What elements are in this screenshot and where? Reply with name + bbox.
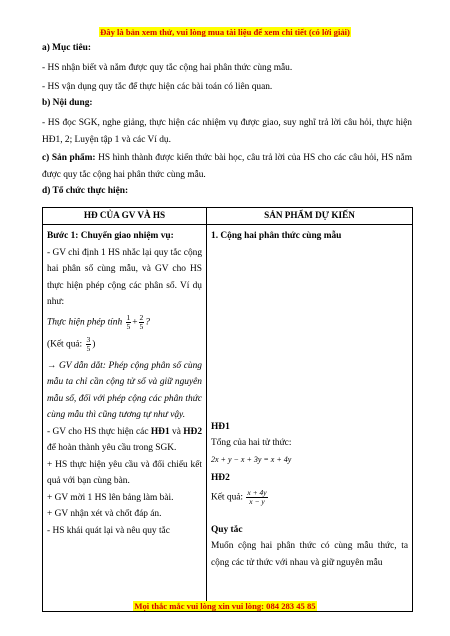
section-a-line-1: - HS nhận biết và nắm được quy tắc cộng hai phân thức cùng mẫu. xyxy=(42,63,293,73)
document-body xyxy=(42,42,412,203)
products-cell xyxy=(207,225,413,612)
student-task-4: - HS khái quát lại và nêu quy tắc xyxy=(47,525,170,536)
example-expression xyxy=(47,314,202,331)
rule-text: Muốn cộng hai phân thức có cùng mẫu thức, ta cộng các tử thức với nhau và giữ nguyên mẫu xyxy=(211,541,408,568)
activity-table xyxy=(42,207,413,612)
result-suffix: ) xyxy=(92,339,96,350)
section-b-text: - HS đọc SGK, nghe giảng, thực hiện các nhiệm vụ được giao, suy nghĩ trả lời câu hỏi, thực hiện HĐ1, 2; Luyện tập 1 và các Ví dụ. xyxy=(42,118,412,145)
fraction-2-numerator: 2 xyxy=(139,312,144,322)
assignment-mid: và xyxy=(169,426,184,437)
assignment-hd1: HĐ1 xyxy=(150,426,170,437)
teacher-guidance: → GV dẫn dắt: Phép cộng phân số cùng mẫu ta chỉ cần cộng tử số và giữ nguyên mẫu số, đối với phép cộng các phân thức cùng mẫu thì cũng tương tự như vậy. xyxy=(47,360,202,421)
hd2-result-fraction xyxy=(246,489,267,506)
fraction-1-numerator: 1 xyxy=(126,312,131,322)
fraction-1-denominator: 5 xyxy=(126,321,131,331)
activity-assignment xyxy=(47,424,202,457)
assignment-prefix: - GV cho HS thực hiện các xyxy=(47,426,151,437)
contact-banner xyxy=(0,601,450,611)
plus-sign: + xyxy=(132,317,138,328)
table-header-activities: HĐ CỦA GV VÀ HS xyxy=(43,208,207,225)
fraction-2 xyxy=(139,314,145,331)
section-c-title: c) Sản phẩm: xyxy=(42,153,96,163)
result-fraction xyxy=(86,336,92,353)
result-numerator: 3 xyxy=(86,334,91,344)
hd2-numerator: x + 4y xyxy=(247,487,267,497)
hd2-denominator: x − y xyxy=(249,496,265,506)
product-hd1: HĐ1 xyxy=(211,421,230,432)
preview-banner xyxy=(0,27,450,37)
assignment-hd2: HĐ2 xyxy=(183,426,202,437)
teacher-instruction: - GV chỉ định 1 HS nhắc lại quy tắc cộng hai phân số cùng mẫu, và GV cho HS thực hiện phép cộng các phân số. Ví dụ như: xyxy=(47,247,203,307)
contact-banner-text: Mọi thắc mắc vui lòng xin vui lòng: 084 283 45 85 xyxy=(134,601,316,611)
student-task-2: + GV mời 1 HS lên bảng làm bài. xyxy=(47,492,174,503)
example-result xyxy=(47,336,202,353)
table-row xyxy=(43,225,413,612)
section-a-line-2: - HS vận dụng quy tắc để thực hiện các bài toán có liên quan. xyxy=(42,81,273,92)
assignment-suffix: để hoàn thành yêu cầu trong SGK. xyxy=(47,443,177,454)
product-title: 1. Cộng hai phân thức cùng mẫu xyxy=(211,231,342,241)
product-hd1-text: Tổng của hai tử thức: xyxy=(211,438,292,448)
product-hd1-equation: 2x + y − x + 3y = x + 4y xyxy=(211,454,292,464)
section-a-title: a) Mục tiêu: xyxy=(42,43,91,53)
section-b-title: b) Nội dung: xyxy=(42,98,93,108)
student-task-1: + HS thực hiện yêu cầu và đối chiếu kết quả với bạn cùng bàn. xyxy=(47,459,202,487)
hd2-result-prefix: Kết quả: xyxy=(211,492,246,503)
student-task-3: + GV nhận xét và chốt đáp án. xyxy=(47,509,162,520)
product-hd2-result xyxy=(211,489,408,506)
table-header-products: SẢN PHẨM DỰ KIẾN xyxy=(207,208,413,225)
example-prefix: Thực hiện phép tính xyxy=(47,317,125,328)
result-prefix: (Kết quả: xyxy=(47,339,85,350)
activities-cell xyxy=(43,225,207,612)
section-c-text: HS hình thành được kiến thức bài học, câu trả lời của HS cho các câu hỏi, HS nắm được quy tắc cộng hai phân thức cùng mẫu. xyxy=(42,153,412,180)
fraction-1 xyxy=(126,314,132,331)
step-1-title: Bước 1: Chuyển giao nhiệm vụ: xyxy=(47,231,174,241)
result-denominator: 5 xyxy=(86,343,91,353)
section-c xyxy=(42,150,412,183)
fraction-2-denominator: 5 xyxy=(139,321,144,331)
example-suffix: ? xyxy=(145,317,150,328)
rule-title: Quy tắc xyxy=(211,524,243,535)
preview-banner-text: Đây là bản xem thử, vui lòng mua tài liệu để xem chi tiết (có lời giải) xyxy=(100,27,350,37)
product-hd2: HĐ2 xyxy=(211,473,230,483)
section-d-title: d) Tổ chức thực hiện: xyxy=(42,186,129,196)
